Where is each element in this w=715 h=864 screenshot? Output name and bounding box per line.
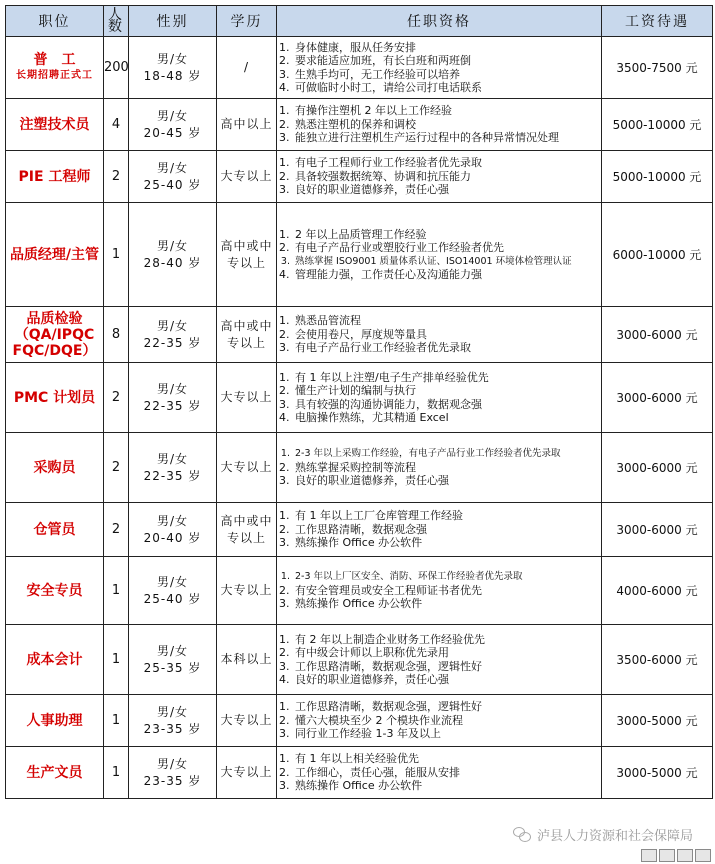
salary-cell: 5000-10000 元 (602, 99, 713, 151)
table-row (6, 307, 713, 363)
education-cell: 高中或中专以上 (217, 307, 277, 363)
education-cell: 大专以上 (217, 363, 277, 433)
headcount-cell: 1 (104, 203, 129, 307)
age-range: 25-40 岁 (143, 591, 202, 606)
education-cell: 高中或中专以上 (217, 503, 277, 557)
headcount-cell: 1 (104, 695, 129, 747)
gender-age-cell (129, 695, 217, 747)
qualifications-cell (277, 363, 602, 433)
education-cell: 大专以上 (217, 433, 277, 503)
education-cell: 大专以上 (217, 695, 277, 747)
headcount-cell: 2 (104, 433, 129, 503)
headcount-cell: 1 (104, 625, 129, 695)
qualifications-cell (277, 307, 602, 363)
headcount-cell: 2 (104, 503, 129, 557)
qualifications-cell (277, 433, 602, 503)
gender-age-cell (129, 37, 217, 99)
qualification-item: 1. 2-3 年以上厂区安全、消防、环保工作经验者优先录取 (293, 570, 601, 584)
qualifications-list (277, 633, 601, 687)
age-range: 23-35 岁 (143, 773, 202, 788)
gender-text: 男/女 (156, 381, 189, 396)
gender-text: 男/女 (156, 574, 189, 589)
position-subtitle: 长期招聘正式工 (16, 69, 93, 81)
qualification-item: 3. 能独立进行注塑机生产运行过程中的各种异常情况处理 (293, 131, 601, 145)
qualification-item: 2. 熟悉注塑机的保养和调校 (293, 118, 601, 132)
gender-age-cell (129, 363, 217, 433)
position-title: 安全专员 (26, 582, 83, 599)
education-cell: 大专以上 (217, 557, 277, 625)
gender-text: 男/女 (156, 643, 189, 658)
gender-age-cell (129, 747, 217, 799)
table-row (6, 747, 713, 799)
gender-text: 男/女 (156, 756, 189, 771)
age-range: 20-40 岁 (143, 530, 202, 545)
education-cell: 本科以上 (217, 625, 277, 695)
qualification-item: 3. 熟练掌握 ISO9001 质量体系认证、ISO14001 环境体检管理认证 (293, 255, 601, 269)
qualification-item: 2. 有中级会计师以上职称优先录用 (293, 646, 601, 660)
salary-cell: 6000-10000 元 (602, 203, 713, 307)
position-title: 仓管员 (33, 521, 76, 538)
age-range: 18-48 岁 (143, 68, 202, 83)
qualification-item: 2. 工作思路清晰，数据观念强 (293, 523, 601, 537)
table-row (6, 99, 713, 151)
qualifications-cell (277, 151, 602, 203)
qualifications-list (277, 752, 601, 793)
qualifications-cell (277, 747, 602, 799)
qualification-item: 3. 良好的职业道德修养，责任心强 (293, 474, 601, 488)
table-row (6, 503, 713, 557)
age-range: 25-35 岁 (143, 660, 202, 675)
gender-age-cell (129, 99, 217, 151)
position-cell (6, 99, 104, 151)
salary-cell: 3000-6000 元 (602, 433, 713, 503)
qualification-item: 2. 工作细心，责任心强，能服从安排 (293, 766, 601, 780)
gender-age-cell (129, 433, 217, 503)
qualification-item: 1. 有 1 年以上工厂仓库管理工作经验 (293, 509, 601, 523)
education-cell: 大专以上 (217, 151, 277, 203)
qualification-item: 1. 工作思路清晰，数据观念强，逻辑性好 (293, 700, 601, 714)
salary-cell: 3000-6000 元 (602, 503, 713, 557)
gender-age-cell (129, 503, 217, 557)
gender-text: 男/女 (156, 318, 189, 333)
headcount-cell: 1 (104, 557, 129, 625)
age-range: 22-35 岁 (143, 398, 202, 413)
qualification-item: 1. 2 年以上品质管理工作经验 (293, 228, 601, 242)
position-cell (6, 151, 104, 203)
gender-age-cell (129, 557, 217, 625)
age-range: 23-35 岁 (143, 721, 202, 736)
table-row (6, 203, 713, 307)
qualification-item: 1. 有操作注塑机 2 年以上工作经验 (293, 104, 601, 118)
qualification-item: 1. 熟悉品管流程 (293, 314, 601, 328)
position-cell (6, 433, 104, 503)
qualification-item: 3. 熟练操作 Office 办公软件 (293, 536, 601, 550)
age-range: 28-40 岁 (143, 255, 202, 270)
qualifications-cell (277, 557, 602, 625)
qualification-item: 1. 2-3 年以上采购工作经验，有电子产品行业工作经验者优先录取 (293, 447, 601, 461)
position-title: 注塑技术员 (19, 116, 90, 133)
qualifications-list (277, 104, 601, 145)
position-title: PMC 计划员 (13, 389, 96, 406)
education-cell: 高中或中专以上 (217, 203, 277, 307)
gender-age-cell (129, 151, 217, 203)
age-range: 20-45 岁 (143, 125, 202, 140)
position-cell (6, 695, 104, 747)
qualifications-cell (277, 99, 602, 151)
age-range: 22-35 岁 (143, 468, 202, 483)
position-title: 采购员 (33, 459, 76, 476)
header-gender: 性别 (129, 6, 217, 37)
qualification-item: 4. 管理能力强，工作责任心及沟通能力强 (293, 268, 601, 282)
header-qualifications: 任职资格 (277, 6, 602, 37)
qualification-item: 1. 有电子工程师行业工作经验者优先录取 (293, 156, 601, 170)
qualification-item: 2. 熟练掌握采购控制等流程 (293, 461, 601, 475)
headcount-cell: 2 (104, 151, 129, 203)
qualifications-list (277, 228, 601, 282)
qualification-item: 2. 有安全管理员或安全工程师证书者优先 (293, 584, 601, 598)
header-count: 人数 (104, 6, 129, 37)
qualifications-cell (277, 503, 602, 557)
salary-cell: 3000-6000 元 (602, 363, 713, 433)
qualification-item: 3. 良好的职业道德修养，责任心强 (293, 183, 601, 197)
table-row (6, 625, 713, 695)
salary-cell: 5000-10000 元 (602, 151, 713, 203)
table-row (6, 363, 713, 433)
gender-age-cell (129, 203, 217, 307)
position-title: 普 工 (33, 51, 76, 68)
recruitment-table (5, 5, 713, 799)
view-mode-icon[interactable] (659, 849, 675, 862)
view-mode-icon[interactable] (677, 849, 693, 862)
qualification-item: 2. 会使用卷尺，厚度规等量具 (293, 328, 601, 342)
qualification-item: 3. 熟练操作 Office 办公软件 (293, 597, 601, 611)
age-range: 25-40 岁 (143, 177, 202, 192)
table-row (6, 37, 713, 99)
view-mode-toolbar[interactable] (641, 849, 711, 862)
salary-cell: 3500-6000 元 (602, 625, 713, 695)
qualification-item: 3. 生熟手均可，无工作经验可以培养 (293, 68, 601, 82)
headcount-cell: 1 (104, 747, 129, 799)
gender-age-cell (129, 307, 217, 363)
qualification-item: 3. 熟练操作 Office 办公软件 (293, 779, 601, 793)
position-cell (6, 625, 104, 695)
gender-text: 男/女 (156, 160, 189, 175)
qualifications-cell (277, 37, 602, 99)
position-cell (6, 503, 104, 557)
headcount-cell: 8 (104, 307, 129, 363)
qualification-item: 3. 有电子产品行业工作经验者优先录取 (293, 341, 601, 355)
position-title: 品质检验（QA/IPQC FQC/DQE） (12, 310, 97, 359)
qualification-item: 4. 良好的职业道德修养，责任心强 (293, 673, 601, 687)
qualification-item: 3. 具有较强的沟通协调能力，数据观念强 (293, 398, 601, 412)
qualification-item: 2. 懂六大模块至少 2 个模块作业流程 (293, 714, 601, 728)
qualification-item: 2. 懂生产计划的编制与执行 (293, 384, 601, 398)
qualifications-list (277, 371, 601, 425)
headcount-cell: 2 (104, 363, 129, 433)
salary-cell: 4000-6000 元 (602, 557, 713, 625)
header-salary: 工资待遇 (602, 6, 713, 37)
footer (0, 822, 715, 864)
qualification-item: 2. 具备较强数据统筹、协调和抗压能力 (293, 170, 601, 184)
table-row (6, 433, 713, 503)
position-cell (6, 307, 104, 363)
position-cell (6, 37, 104, 99)
qualification-item: 2. 有电子产品行业或塑胶行业工作经验者优先 (293, 241, 601, 255)
position-title: PIE 工程师 (18, 168, 91, 185)
qualifications-cell (277, 695, 602, 747)
position-title: 生产文员 (26, 764, 83, 781)
education-cell: / (217, 37, 277, 99)
table-row (6, 151, 713, 203)
qualifications-list (277, 570, 601, 611)
education-cell: 大专以上 (217, 747, 277, 799)
qualifications-list (277, 314, 601, 355)
position-cell (6, 747, 104, 799)
salary-cell: 3000-6000 元 (602, 307, 713, 363)
education-cell: 高中以上 (217, 99, 277, 151)
view-mode-icon[interactable] (641, 849, 657, 862)
qualification-item: 1. 有 1 年以上注塑/电子生产排单经验优先 (293, 371, 601, 385)
salary-cell: 3500-7500 元 (602, 37, 713, 99)
qualifications-list (277, 509, 601, 550)
gender-text: 男/女 (156, 451, 189, 466)
table-row (6, 557, 713, 625)
header-position: 职位 (6, 6, 104, 37)
table-row (6, 695, 713, 747)
brand-name: 泸县人力资源和社会保障局 (536, 829, 693, 844)
qualifications-cell (277, 203, 602, 307)
header-row (6, 6, 713, 37)
qualification-item: 3. 工作思路清晰，数据观念强，逻辑性好 (293, 660, 601, 674)
gender-text: 男/女 (156, 108, 189, 123)
qualifications-list (277, 700, 601, 741)
position-title: 成本会计 (26, 651, 83, 668)
gender-text: 男/女 (156, 51, 189, 66)
view-mode-icon[interactable] (695, 849, 711, 862)
qualification-item: 4. 可做临时小时工，请给公司打电话联系 (293, 81, 601, 95)
age-range: 22-35 岁 (143, 335, 202, 350)
gender-age-cell (129, 625, 217, 695)
qualifications-list (277, 447, 601, 488)
qualifications-list (277, 41, 601, 95)
position-cell (6, 557, 104, 625)
position-title: 品质经理/主管 (9, 246, 100, 263)
qualification-item: 1. 有 2 年以上制造企业财务工作经验优先 (293, 633, 601, 647)
brand-watermark (513, 825, 693, 844)
salary-cell: 3000-5000 元 (602, 747, 713, 799)
gender-text: 男/女 (156, 704, 189, 719)
position-title: 人事助理 (26, 712, 83, 729)
headcount-cell: 200 (104, 37, 129, 99)
position-cell (6, 363, 104, 433)
qualification-item: 3. 同行业工作经验 1-3 年及以上 (293, 727, 601, 741)
qualification-item: 4. 电脑操作熟练，尤其精通 Excel (293, 411, 601, 425)
position-cell (6, 203, 104, 307)
gender-text: 男/女 (156, 513, 189, 528)
qualifications-list (277, 156, 601, 197)
salary-cell: 3000-5000 元 (602, 695, 713, 747)
qualifications-cell (277, 625, 602, 695)
headcount-cell: 4 (104, 99, 129, 151)
wechat-icon (513, 827, 531, 842)
qualification-item: 2. 要求能适应加班，有长白班和两班倒 (293, 54, 601, 68)
qualification-item: 1. 有 1 年以上相关经验优先 (293, 752, 601, 766)
header-education: 学历 (217, 6, 277, 37)
qualification-item: 1. 身体健康，服从任务安排 (293, 41, 601, 55)
gender-text: 男/女 (156, 238, 189, 253)
